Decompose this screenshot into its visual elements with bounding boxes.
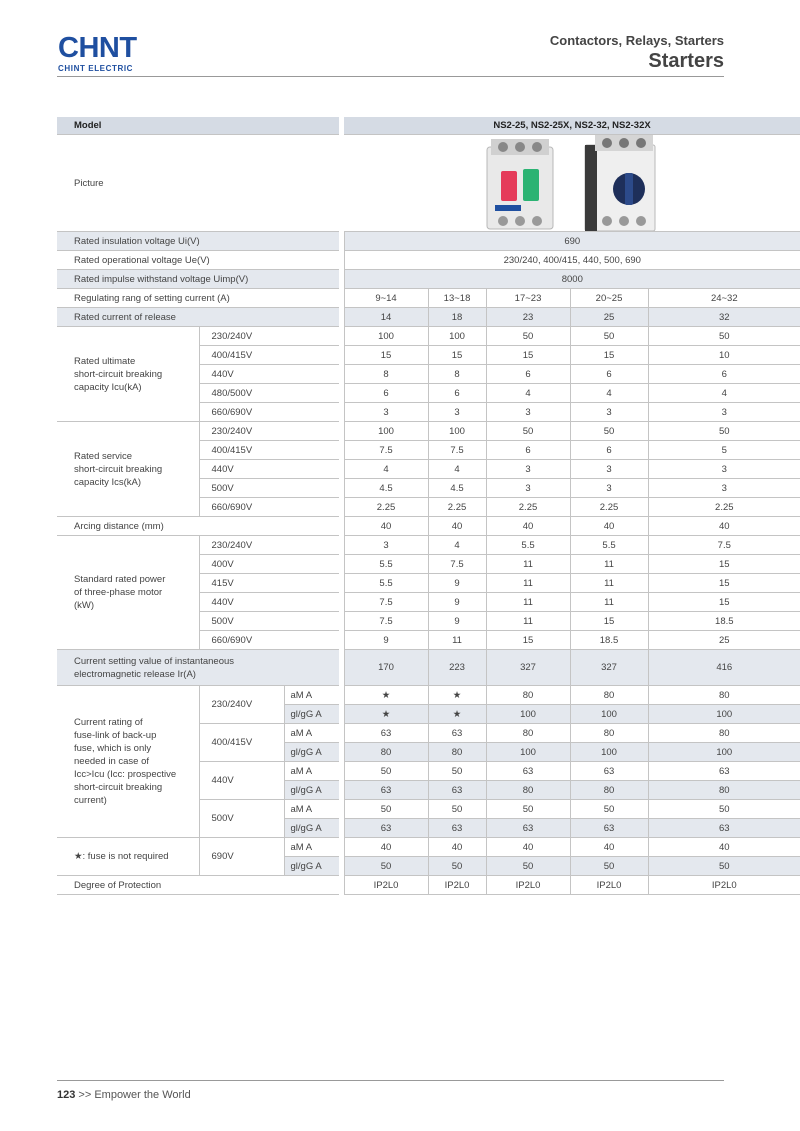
value-cell: 63 [648,819,800,838]
value-cell: 4 [428,536,486,555]
insulation-voltage-row [57,232,800,251]
service-breaking-label: Rated service short-circuit breaking capacity Ics(kA) [57,422,199,517]
value-cell: 50 [486,800,570,819]
value-cell: 3 [648,460,800,479]
value-cell: 80 [570,781,648,800]
value-cell: 6 [570,441,648,460]
ultimate-breaking-label: Rated ultimate short-circuit breaking capacity Icu(kA) [57,327,199,422]
value-cell: 50 [648,857,800,876]
voltage-label: 500V [199,479,339,498]
value-cell: 14 [344,308,428,327]
value-cell: 7.5 [344,441,428,460]
fuse-type-label: aM A [284,838,339,857]
chint-logo [58,34,137,73]
value-cell: 40 [648,838,800,857]
value-cell: 40 [428,838,486,857]
value-cell: 63 [570,819,648,838]
page-title: Starters [648,50,724,72]
insulation-voltage-row-value: 690 [344,232,800,251]
fuse-type-label: gl/gG A [284,743,339,762]
value-cell: 50 [344,762,428,781]
value-cell: 63 [344,819,428,838]
value-cell: 5.5 [344,574,428,593]
fuse-type-label: gl/gG A [284,781,339,800]
value-cell: 20~25 [570,289,648,308]
voltage-label: 230/240V [199,422,339,441]
value-cell: 5.5 [570,536,648,555]
fuse-type-label: aM A [284,800,339,819]
value-cell: 25 [570,308,648,327]
voltage-label: 660/690V [199,403,339,422]
value-cell: 3 [570,403,648,422]
value-cell: 80 [648,781,800,800]
arcing-distance-row [57,517,800,536]
value-cell: 15 [486,631,570,650]
value-cell: 13~18 [428,289,486,308]
value-cell: 50 [428,800,486,819]
value-cell: 11 [486,593,570,612]
value-cell: 3 [344,536,428,555]
logo-mark: CHNT [58,32,137,64]
voltage-label: 440V [199,365,339,384]
value-cell: 18.5 [648,612,800,631]
motor-power-label: Standard rated power of three-phase motor (kW) [57,536,199,650]
value-cell: 50 [648,800,800,819]
value-cell: 11 [486,555,570,574]
service-breaking-row [57,422,800,441]
value-cell: 4 [486,384,570,403]
value-cell: 9~14 [344,289,428,308]
page-footer [57,1089,191,1101]
fuse-voltage-label: 440V [199,762,284,800]
release-current-row [57,308,800,327]
voltage-label: 400V [199,555,339,574]
release-current-row-label: Rated current of release [57,308,339,327]
value-cell: 9 [428,612,486,631]
value-cell: 80 [648,724,800,743]
value-cell: 7.5 [344,612,428,631]
value-cell: IP2L0 [570,876,648,895]
value-cell: ★ [344,686,428,705]
value-cell: 80 [570,724,648,743]
value-cell: 100 [648,705,800,724]
value-cell: 80 [648,686,800,705]
voltage-label: 440V [199,460,339,479]
value-cell: 416 [648,650,800,686]
value-cell: ★ [344,705,428,724]
value-cell: 11 [428,631,486,650]
value-cell: 3 [570,479,648,498]
page-number: 123 [57,1089,76,1101]
value-cell: 15 [428,346,486,365]
protection-degree-row-label: Degree of Protection [57,876,339,895]
operational-voltage-row [57,251,800,270]
value-cell: 18 [428,308,486,327]
fuse-type-label: aM A [284,762,339,781]
value-cell: 15 [648,593,800,612]
value-cell: 5 [648,441,800,460]
value-cell: 25 [648,631,800,650]
voltage-label: 500V [199,612,339,631]
motor-power-row [57,536,800,555]
value-cell: 2.25 [648,498,800,517]
value-cell: 32 [648,308,800,327]
value-cell: 80 [344,743,428,762]
value-cell: 63 [428,781,486,800]
value-cell: 8 [344,365,428,384]
value-cell: 100 [344,422,428,441]
value-cell: 50 [486,422,570,441]
value-cell: 100 [428,422,486,441]
value-cell: 327 [570,650,648,686]
value-cell: 63 [344,781,428,800]
value-cell: 223 [428,650,486,686]
value-cell: 15 [570,612,648,631]
value-cell: 63 [648,762,800,781]
value-cell: 50 [428,857,486,876]
value-cell: 9 [344,631,428,650]
value-cell: 2.25 [344,498,428,517]
picture-label: Picture [57,135,339,232]
value-cell: 4 [648,384,800,403]
value-cell: 100 [648,743,800,762]
value-cell: IP2L0 [428,876,486,895]
voltage-label: 440V [199,593,339,612]
value-cell: 5.5 [344,555,428,574]
starter-ns2-32-image [581,135,663,231]
value-cell: 24~32 [648,289,800,308]
value-cell: 2.25 [486,498,570,517]
value-cell: IP2L0 [344,876,428,895]
voltage-label: 480/500V [199,384,339,403]
impulse-voltage-row-value: 8000 [344,270,800,289]
value-cell: 3 [570,460,648,479]
fuse-rating-row [57,686,800,705]
instantaneous-release-row-label: Current setting value of instantaneous electromagnetic release Ir(A) [57,650,339,686]
value-cell: 40 [486,517,570,536]
value-cell: 100 [570,705,648,724]
fuse-voltage-label: 230/240V [199,686,284,724]
value-cell: 63 [428,724,486,743]
value-cell: 11 [570,593,648,612]
value-cell: 6 [648,365,800,384]
value-cell: 7.5 [648,536,800,555]
value-cell: 63 [570,762,648,781]
value-cell: 80 [570,686,648,705]
value-cell: 80 [428,743,486,762]
value-cell: 100 [344,327,428,346]
value-cell: 50 [486,857,570,876]
value-cell: 2.25 [570,498,648,517]
value-cell: 100 [486,743,570,762]
value-cell: 40 [428,517,486,536]
header-divider [57,76,724,77]
logo-subtitle: CHINT ELECTRIC [58,64,134,73]
regulating-range-row-label: Regulating rang of setting current (A) [57,289,339,308]
value-cell: ★ [428,686,486,705]
value-cell: 6 [486,441,570,460]
fuse-rating-label: Current rating of fuse-link of back-up fuse, which is only needed in case of Icc>Icu (Icc: prospective short-circuit breaking current) [57,686,199,838]
value-cell: 3 [344,403,428,422]
value-cell: 4 [344,460,428,479]
value-cell: 63 [486,819,570,838]
value-cell: 63 [486,762,570,781]
impulse-voltage-row-label: Rated impulse withstand voltage Uimp(V) [57,270,339,289]
model-row [57,117,800,135]
voltage-label: 415V [199,574,339,593]
value-cell: 7.5 [428,555,486,574]
voltage-label: 660/690V [199,498,339,517]
value-cell: 3 [486,460,570,479]
model-value: NS2-25, NS2-25X, NS2-32, NS2-32X [344,117,800,135]
value-cell: 3 [486,403,570,422]
spec-table [57,117,800,895]
footer-divider [57,1080,724,1081]
value-cell: 7.5 [428,441,486,460]
impulse-voltage-row [57,270,800,289]
value-cell: 6 [344,384,428,403]
fuse-voltage-label: 690V [199,838,284,876]
value-cell: 63 [428,819,486,838]
value-cell: 15 [570,346,648,365]
voltage-label: 400/415V [199,346,339,365]
value-cell: 40 [648,517,800,536]
regulating-range-row [57,289,800,308]
value-cell: 50 [570,422,648,441]
value-cell: IP2L0 [648,876,800,895]
picture-cell [344,135,800,232]
value-cell: 8 [428,365,486,384]
value-cell: 9 [428,593,486,612]
value-cell: 170 [344,650,428,686]
value-cell: 50 [428,762,486,781]
value-cell: 15 [648,555,800,574]
picture-row [57,135,800,232]
value-cell: 15 [648,574,800,593]
value-cell: 4.5 [428,479,486,498]
value-cell: 327 [486,650,570,686]
value-cell: 50 [648,422,800,441]
value-cell: 80 [486,686,570,705]
value-cell: 50 [570,327,648,346]
value-cell: 3 [486,479,570,498]
starter-ns2-25-image [481,139,559,231]
voltage-label: 660/690V [199,631,339,650]
fuse-rating-row [57,838,800,857]
value-cell: 3 [648,403,800,422]
value-cell: 23 [486,308,570,327]
fuse-type-label: gl/gG A [284,819,339,838]
value-cell: 50 [570,857,648,876]
value-cell: 2.25 [428,498,486,517]
value-cell: 3 [648,479,800,498]
value-cell: 18.5 [570,631,648,650]
value-cell: 9 [428,574,486,593]
value-cell: 50 [344,857,428,876]
fuse-type-label: gl/gG A [284,857,339,876]
value-cell: 5.5 [486,536,570,555]
fuse-type-label: aM A [284,724,339,743]
value-cell: 6 [570,365,648,384]
value-cell: 100 [570,743,648,762]
voltage-label: 400/415V [199,441,339,460]
value-cell: 80 [486,724,570,743]
fuse-type-label: gl/gG A [284,705,339,724]
value-cell: 50 [648,327,800,346]
value-cell: 11 [486,612,570,631]
value-cell: 40 [570,517,648,536]
arcing-distance-row-label: Arcing distance (mm) [57,517,339,536]
value-cell: 50 [570,800,648,819]
value-cell: 3 [428,403,486,422]
operational-voltage-row-value: 230/240, 400/415, 440, 500, 690 [344,251,800,270]
model-label: Model [57,117,339,135]
value-cell: 15 [344,346,428,365]
fuse-type-label: aM A [284,686,339,705]
operational-voltage-row-label: Rated operational voltage Ue(V) [57,251,339,270]
value-cell: 50 [486,327,570,346]
value-cell: 40 [344,838,428,857]
value-cell: 50 [344,800,428,819]
value-cell: 6 [428,384,486,403]
protection-degree-row [57,876,800,895]
insulation-voltage-row-label: Rated insulation voltage Ui(V) [57,232,339,251]
fuse-voltage-label: 500V [199,800,284,838]
fuse-voltage-label: 400/415V [199,724,284,762]
ultimate-breaking-row [57,327,800,346]
voltage-label: 230/240V [199,536,339,555]
value-cell: IP2L0 [486,876,570,895]
value-cell: 6 [486,365,570,384]
value-cell: 40 [486,838,570,857]
value-cell: 4 [428,460,486,479]
value-cell: 11 [570,555,648,574]
voltage-label: 230/240V [199,327,339,346]
category-heading: Contactors, Relays, Starters [549,33,724,48]
value-cell: 40 [344,517,428,536]
value-cell: 63 [344,724,428,743]
value-cell: 17~23 [486,289,570,308]
value-cell: 15 [486,346,570,365]
instantaneous-release-row [57,650,800,686]
value-cell: 10 [648,346,800,365]
value-cell: ★ [428,705,486,724]
value-cell: 100 [486,705,570,724]
value-cell: 11 [486,574,570,593]
fuse-note: ★: fuse is not required [57,838,199,876]
value-cell: 80 [486,781,570,800]
value-cell: 4 [570,384,648,403]
value-cell: 7.5 [344,593,428,612]
value-cell: 100 [428,327,486,346]
value-cell: 11 [570,574,648,593]
value-cell: 40 [570,838,648,857]
value-cell: 4.5 [344,479,428,498]
footer-slogan: >> Empower the World [78,1089,191,1101]
